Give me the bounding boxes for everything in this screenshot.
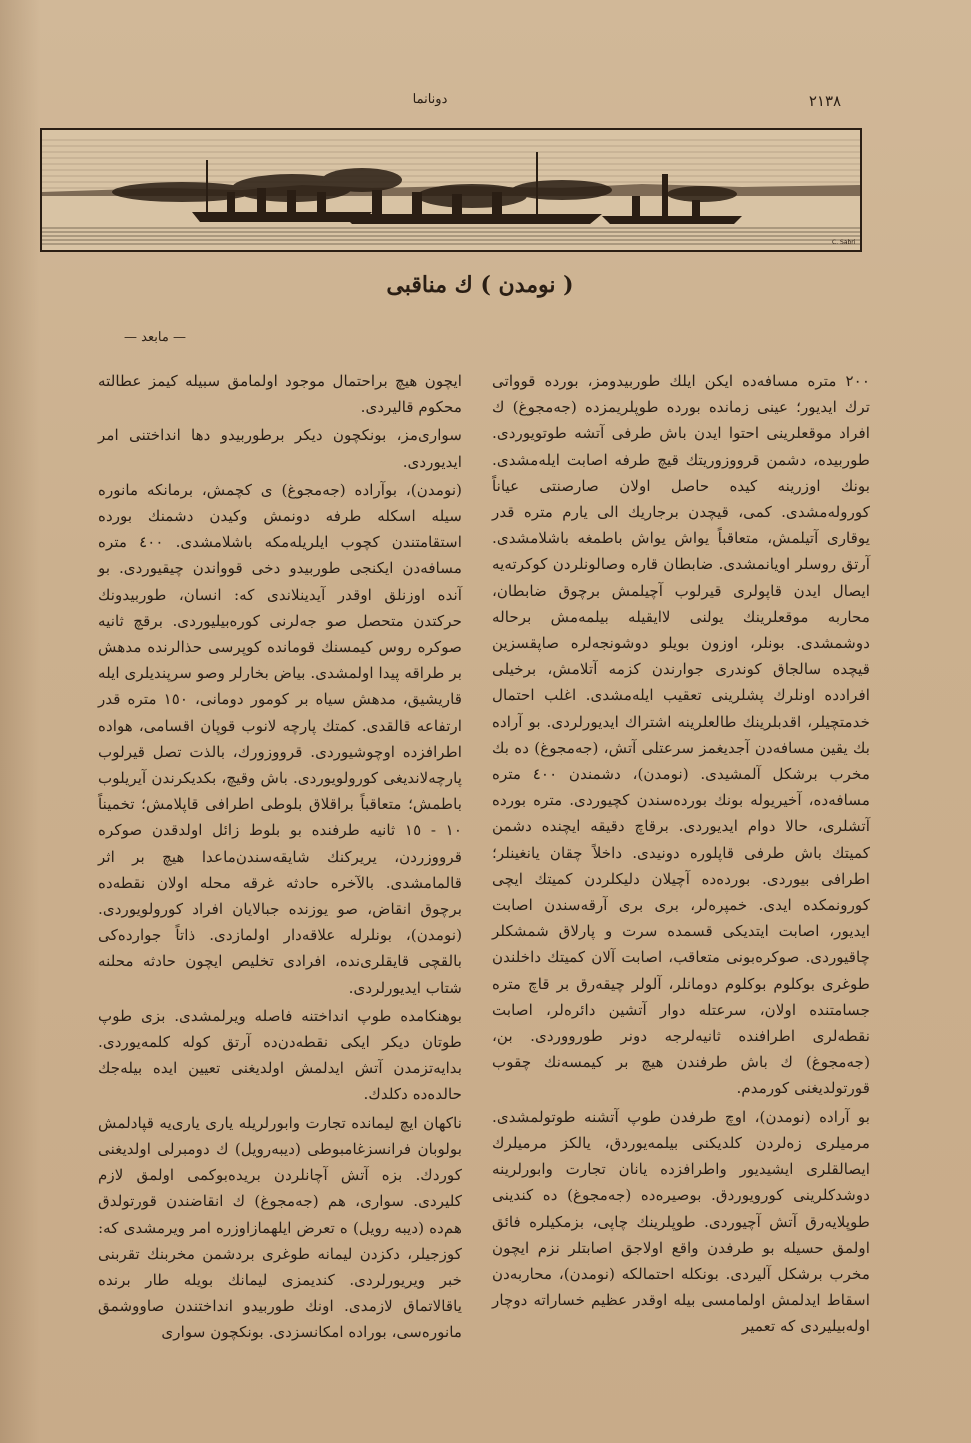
paragraph: ٢٠٠ متره مسافه‌ده ايكن ايلك طوربيدومز، بورده قوواتى ترك ايديور؛ عينى زمانده بورده طوپلريمزده (جەمجوغ) ك افراد موقعلرينى احتوا ايدن باش طرفى آتشه طوتويوردى. طوربيده، دشمن قرووزوريتك قيچ طرفه اصابت ايله‌مشدى. بونك اوزرينه كيده حاصل اولان صارصنتى عياناً كوروله‌مشدى. كمى، قيچدن برجاريك الى يارم متره قدر يوقارى آتيلمش، متعاقباً يواش يواش باطمغه باشلامشدى. آرتق روسلر اويانمشدى. ضابطان قاره وصالونلردن كوكرته‌يه ايصال ايدن قاپولرى قيرلوب آچيلمش برچوق ضابطان، محاربه موقعلرينك يولنى لاايقيله بيلمه‌مش برحاله دوشمشدى. بونلر، اوزون بويلو دوشونجه‌لره صاپقسزين قيچده سالجاق كوندرى جوارندن كزمه آتلامش، برخيلى افرادده اونلرك پشلرينى تعقيب ايله‌مشدى. اغلب احتمال خدمتچيلر، اقدبلرينك طالعلرينه اشتراك ايديورلردى. بو آراده بك يقين مسافه‌دن آجديغمز سرعتلى آتش، (جەمجوغ) ده بك مخرب برشكل آلمشيدى. (نومدن)، دشمندن ٤٠٠ متره مسافه‌ده، آخيريوله بونك بورده‌سندن كچيوردى. متره بورده آتشلرى، حالا دوام ايديوردى. برقاچ دقيقه ايچنده دشمن كميتك باش طرفى قاپلوره دونيدى. داخلاً چقان يانغينلر؛ اطرافى بيوردى. بورده‌ده آچيلان دليكلردن كميتك ايچى كورونمكده ايدى. خمپره‌لر، برى برى آرقه‌سندن اصابت ايديور، اصابت ايتديكى قسمده سرت و پارلاق شمشكلر چاقيوردى. صوكره‌بونى متعاقب، اصابت آلان كميتك داخلندن طوغرى بوكلوم بوكلوم دومانلر، آلولر چيقه‌رق بر قاچ متره جسامتنده اولان، سرعتله دوار آتشين دائره‌لر، اصابت نقطه‌لرى اطرافنده ثانيه‌لرجه دونر طورووردى. بن، (جەمجوغ) ك باش طرفندن هيچ بر كيمسه‌نك چقوب قورتولديغنى كورمدم. <box>492 372 870 1098</box>
page-fold-shadow <box>0 0 40 1443</box>
continued-label: — مابعد — <box>124 330 186 345</box>
right-column <box>492 368 870 1340</box>
warships-illustration <box>40 128 862 252</box>
running-head: دونانما <box>412 92 448 107</box>
paragraph: بو آراده (نومدن)، اوچ طرفدن طوپ آتشنه طوتولمشدى. مرميلرى زه‌لردن كلديكنى بيلمه‌يوردق، يالكز مرميلرك ايصالقلرى ايشيديور واطرافزده يانان تجارت وابورلرينه دوشدكلرينى كورويوردق. بوصيره‌ده (جەمجوغ) ده كندينى طوپلايه‌رق آتش آچيوردى. طوپلرينك چاپى، بزمكيلره فائق اولمق حسيله بو طرفدن واقع اولاجق اصابتلر نزم ايچون مخرب برشكل آليردى. بونكله احتمالكه (نومدن)، محاربه‌دن اسقاط ايدلمش اولمامسى بيله اوقدر عظيم خساراته دوچار اوله‌بيليردى كه تعمير <box>492 1107 870 1336</box>
paragraph: ايچون هيچ براحتمال موجود اولمامق سبيله كيمز عطالته محكوم قاليردى. <box>98 372 462 417</box>
page-number: ٢١٣٨ <box>808 92 842 110</box>
artist-signature: C. Sabri <box>832 239 856 246</box>
warships-engraving-icon <box>42 130 860 250</box>
paragraph: (نومدن)، بوآراده (جەمجوغ) ى كچمش، برمانكه مانوره سيله اسكله طرفه دونمش وكيدن دشمنك بورده استقامتندن كچوب ايلريله‌مكه باشلامشدى. ٤٠٠ متره مسافه‌دن ايكنجى طوربيدو دخى قوواندن چيقيوردى. بو آنده اوزنلق اوقدر آيدينلاندى كه: انسان، طوربيدونك حركتدن متحصل صو جه‌لرنى كوره‌بيليوردى. برقچ ثانيه صوكره روس كيمسنك قومانده كوپرسى حذالرنده مدهش بر طراقه پيدا اولمشدى. بياض بخارلر وصو سرپنديلرى ايله قاريشيق، مدهش سياه بر كومور دومانى، ١٥٠ متره قدر ارتفاعه قالقدى. كمتك پارچه لانوب قوپان اقسامى، هواده اطرافزده اوچوشيوردى. قرووزورك، بالذت تصل قيرلوب پارچه‌لانديغى كورولويوردى. باش وقيچ، بكديكرندن آيريلوب باطمش؛ متعاقباً براقلاق بلوطى اطرافى قاپلامش؛ تخميناً ١٠ - ١٥ ثانيه طرفنده بو بلوط زائل اولدقدن صوكره قرووزردن، يريركنك شايقه‌سندن‌ماعدا هيچ بر اثر قالمامشدى. بالآخره حادثه غرقه محله اولان نقطه‌ده برچوق انقاض، صو يوزنده جبالايان افراد كورولويوردى. (نومدن)، بونلرله علاقه‌دار اولمازدى. ذاتاً جوارده‌كى بالقچى قايقلرى‌نده، افرادى تخليص ايچون حادثه محلنه شتاب ايديورلردى. <box>98 480 462 997</box>
article-title: ( نومدن ) ك مناقبى <box>386 272 574 298</box>
column-divider <box>478 360 479 1420</box>
paragraph: بوهنكامده طوپ انداختنه فاصله ويرلمشدى. بزى طوپ طوتان ديكر ايكى نقطه‌دن‌ده آرتق كوله كلمه‌يوردى. بدايه‌تزمدن آتش ايدلمش اولديغنى تعيين ايده بيله‌جك حالده‌ده دكلدك. <box>98 1006 462 1104</box>
paragraph: سوارى‌مز، بونكچون ديكر برطوربيدو دها انداختنى امر ايديوردى. <box>98 426 462 471</box>
paragraph: ناكهان ايچ ليمانده تجارت وابورلريله يارى يارى‌يه قپادلمش بولوبان فرانسزغامبوطى (ديبه‌رويل) ك دومبرلى اولديغنى كوردك. بزه آتش آچانلردن بريده‌بوكمى اولمق لازم كليردى. سوارى، هم (جەمجوغ) ك انقاضندن قورتولدق هم‌ده (ديبه رويل) ه تعرض ايلهمازاوزره امر ويرمشدى كه: كوزجيلر، دكزدن ليمانه طوغرى بردشمن مخربنك تقربنى خبر ويريورلردى. كنديمزى ليمانك بويله طار برنده ياقالاتماق لازمدى. اونك طوربيدو انداختندن صاووشمق مانوره‌سى، بوراده امكانسزدى. بونكچون سوارى <box>98 1113 462 1342</box>
left-column <box>98 368 462 1346</box>
